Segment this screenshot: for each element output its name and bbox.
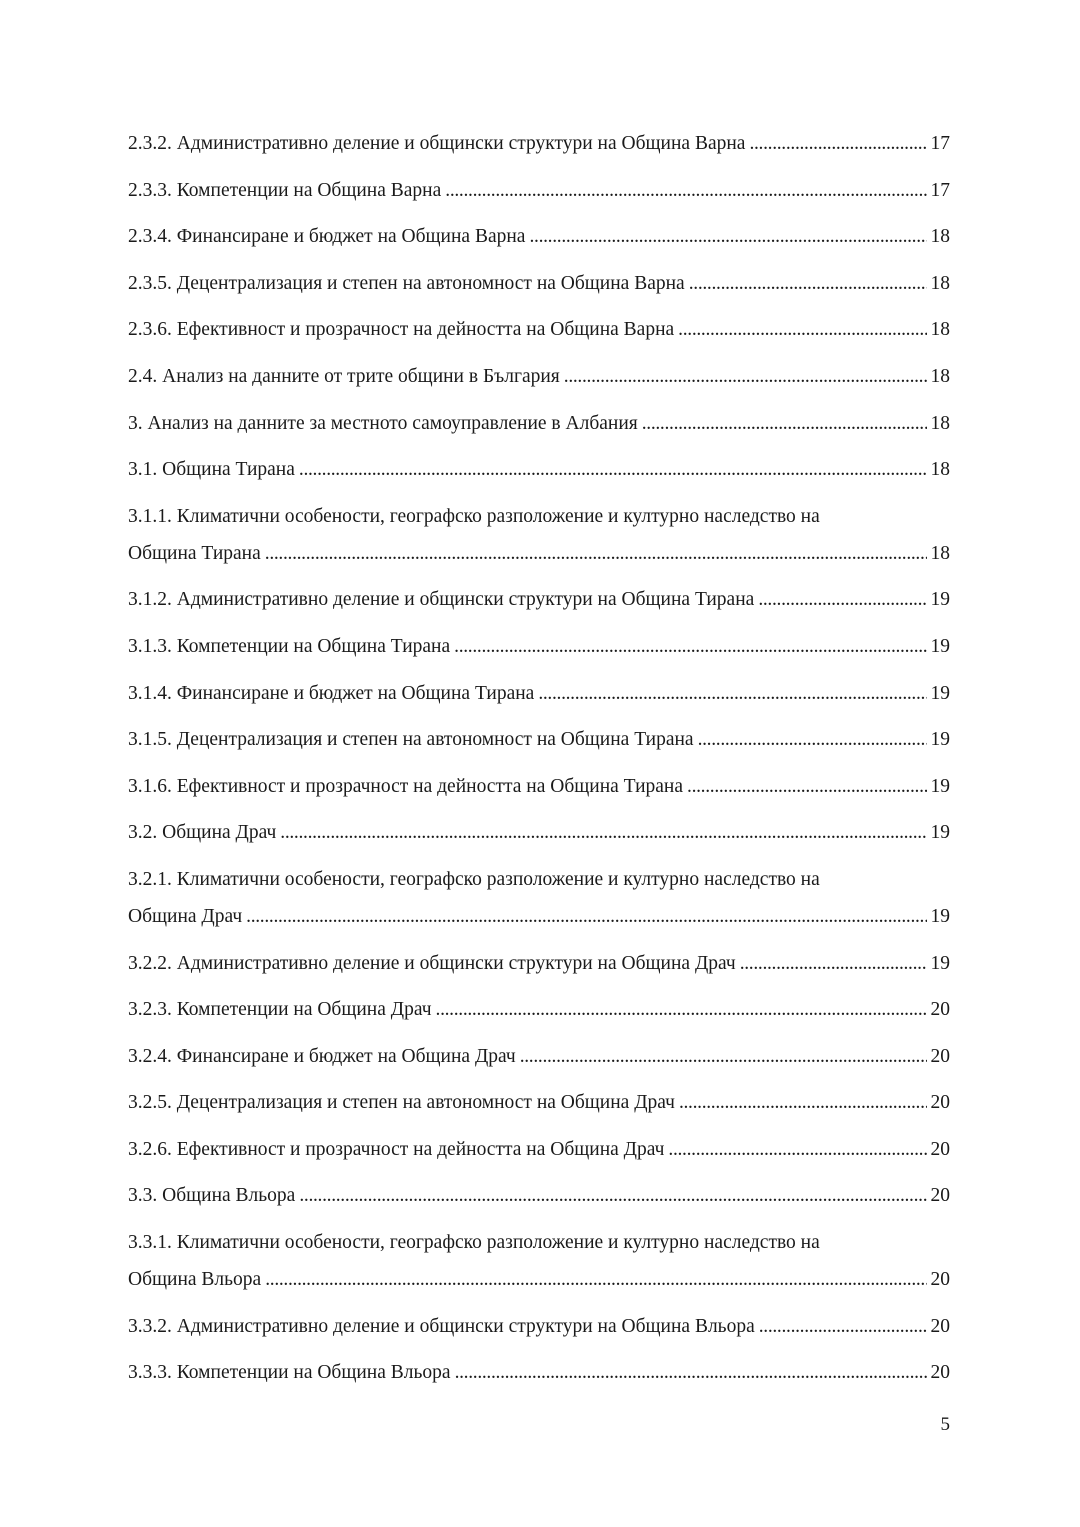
toc-entry-number: 3.3.3. xyxy=(128,1362,172,1384)
dot-leader xyxy=(529,218,926,255)
toc-entry-number: 2.3.2. xyxy=(128,133,172,154)
toc-entry-page: 20 xyxy=(930,1362,950,1384)
toc-entry-3-2[interactable] xyxy=(128,814,950,851)
toc-entry-3[interactable] xyxy=(128,405,950,442)
dot-leader xyxy=(740,945,927,982)
toc-entry-3-2-6[interactable] xyxy=(128,1131,950,1168)
table-of-contents xyxy=(128,125,950,1401)
toc-entry-page: 17 xyxy=(930,133,950,154)
toc-entry-page: 20 xyxy=(930,1185,950,1207)
toc-entry-3-3[interactable] xyxy=(128,1177,950,1214)
toc-entry-title: Административно деление и общински структури на Община Тирана xyxy=(176,589,755,611)
toc-entry-page: 18 xyxy=(930,226,950,248)
toc-entry-title: Административно деление и общински структури на Община Варна xyxy=(176,133,746,154)
dot-leader xyxy=(698,721,927,758)
toc-entry-number: 3.2.3. xyxy=(128,999,172,1021)
toc-entry-number: 3.1.4. xyxy=(128,682,172,704)
toc-entry-number: 3.2. xyxy=(128,822,158,844)
toc-entry-page: 19 xyxy=(930,775,950,797)
toc-entry-number: 2.4. xyxy=(128,365,158,387)
toc-entry-title: Компетенции на Община Вльора xyxy=(176,1362,451,1384)
toc-entry-number: 2.3.5. xyxy=(128,272,172,294)
toc-entry-3-3-1[interactable] xyxy=(128,1224,950,1298)
toc-entry-2-3-4[interactable] xyxy=(128,218,950,255)
toc-entry-3-1[interactable] xyxy=(128,451,950,488)
toc-entry-2-4[interactable] xyxy=(128,358,950,395)
toc-entry-number: 2.3.6. xyxy=(128,319,172,341)
toc-entry-number: 3. xyxy=(128,412,143,434)
dot-leader xyxy=(642,405,927,442)
toc-entry-number: 3.1.2. xyxy=(128,589,172,611)
toc-entry-page: 20 xyxy=(930,1045,950,1067)
toc-entry-title: Община Вльора xyxy=(162,1185,296,1207)
dot-leader xyxy=(668,1131,926,1168)
toc-entry-title: Финансиране и бюджет на Община Варна xyxy=(176,226,526,248)
toc-entry-3-1-5[interactable] xyxy=(128,721,950,758)
toc-entry-title: Община Тирана xyxy=(162,459,295,481)
dot-leader xyxy=(445,172,926,209)
toc-entry-title: Децентрализация и степен на автономност на Община Варна xyxy=(176,272,685,294)
page-number: 5 xyxy=(940,1414,950,1435)
dot-leader xyxy=(299,451,927,488)
toc-entry-3-1-1[interactable] xyxy=(128,498,950,572)
toc-entry-page: 20 xyxy=(930,999,950,1021)
dot-leader xyxy=(454,628,926,665)
toc-entry-number: 3.3. xyxy=(128,1185,158,1207)
toc-entry-number: 3.1. xyxy=(128,459,158,481)
toc-entry-title: Ефективност и прозрачност на дейността на Община Тирана xyxy=(176,775,684,797)
toc-entry-number: 3.2.4. xyxy=(128,1045,172,1067)
toc-entry-number: 3.1.6. xyxy=(128,775,172,797)
dot-leader xyxy=(679,1084,927,1121)
toc-entry-title-line2: Община Вльора xyxy=(128,1269,262,1291)
toc-entry-number: 3.3.2. xyxy=(128,1315,172,1337)
toc-entry-title: Компетенции на Община Драч xyxy=(176,999,432,1021)
toc-entry-3-3-3[interactable] xyxy=(128,1354,950,1391)
toc-entry-title: Анализ на данните от трите общини в България xyxy=(162,365,560,387)
dot-leader xyxy=(758,581,926,618)
dot-leader xyxy=(265,1261,926,1298)
toc-entry-page: 18 xyxy=(930,272,950,294)
dot-leader xyxy=(538,675,926,712)
dot-leader xyxy=(564,358,927,395)
toc-entry-3-1-6[interactable] xyxy=(128,768,950,805)
toc-entry-number: 2.3.4. xyxy=(128,226,172,248)
toc-entry-3-1-2[interactable] xyxy=(128,581,950,618)
toc-entry-page: 18 xyxy=(930,459,950,481)
toc-entry-title: Административно деление и общински структури на Община Драч xyxy=(176,952,736,974)
toc-entry-page: 19 xyxy=(930,822,950,844)
toc-entry-3-3-2[interactable] xyxy=(128,1308,950,1345)
dot-leader xyxy=(687,768,926,805)
toc-entry-page: 19 xyxy=(930,952,950,974)
toc-entry-page: 20 xyxy=(930,1092,950,1114)
toc-entry-title: Децентрализация и степен на автономност на Община Тирана xyxy=(176,729,694,751)
toc-entry-number: 3.2.6. xyxy=(128,1138,172,1160)
toc-entry-title: Анализ на данните за местното самоуправление в Албания xyxy=(147,412,638,434)
dot-leader xyxy=(436,991,927,1028)
dot-leader xyxy=(299,1177,926,1214)
toc-entry-title: Компетенции на Община Тирана xyxy=(176,635,451,657)
toc-entry-2-3-6[interactable] xyxy=(128,311,950,348)
toc-entry-page: 19 xyxy=(930,635,950,657)
toc-entry-page: 20 xyxy=(930,1315,950,1337)
toc-entry-number: 3.1.5. xyxy=(128,729,172,751)
toc-entry-page: 18 xyxy=(930,542,950,564)
dot-leader xyxy=(749,125,926,162)
toc-entry-title: Община Драч xyxy=(162,822,277,844)
toc-entry-3-1-3[interactable] xyxy=(128,628,950,665)
toc-entry-3-2-3[interactable] xyxy=(128,991,950,1028)
toc-entry-title: Ефективност и прозрачност на дейността на Община Варна xyxy=(176,319,675,341)
toc-entry-page: 20 xyxy=(930,1138,950,1160)
dot-leader xyxy=(759,1308,927,1345)
toc-entry-title: Административно деление и общински структури на Община Вльора xyxy=(176,1315,755,1337)
toc-entry-number: 3.2.2. xyxy=(128,952,172,974)
toc-entry-title-line2: Община Тирана xyxy=(128,542,261,564)
toc-entry-2-3-2[interactable] xyxy=(128,125,950,162)
toc-entry-number: 3.2.1. xyxy=(128,868,172,890)
toc-entry-number: 3.1.1. xyxy=(128,505,172,527)
toc-entry-page: 17 xyxy=(930,179,950,201)
dot-leader xyxy=(265,535,927,572)
toc-entry-page: 18 xyxy=(930,365,950,387)
toc-entry-title-line1: Климатични особености, географско разположение и културно наследство на xyxy=(176,1232,820,1254)
toc-entry-3-2-1[interactable] xyxy=(128,861,950,935)
dot-leader xyxy=(246,898,926,935)
toc-entry-title: Ефективност и прозрачност на дейността на Община Драч xyxy=(176,1138,665,1160)
toc-entry-title: Децентрализация и степен на автономност на Община Драч xyxy=(176,1092,675,1114)
toc-entry-title: Финансиране и бюджет на Община Тирана xyxy=(176,682,535,704)
toc-entry-title: Компетенции на Община Варна xyxy=(176,179,442,201)
toc-entry-title: Финансиране и бюджет на Община Драч xyxy=(176,1045,516,1067)
toc-entry-3-1-4[interactable] xyxy=(128,675,950,712)
toc-entry-number: 3.3.1. xyxy=(128,1232,172,1254)
dot-leader xyxy=(455,1354,927,1391)
toc-entry-page: 19 xyxy=(930,589,950,611)
toc-entry-page: 20 xyxy=(930,1269,950,1291)
toc-entry-title-line1: Климатични особености, географско разположение и културно наследство на xyxy=(176,868,820,890)
toc-entry-page: 19 xyxy=(930,905,950,927)
toc-entry-page: 19 xyxy=(930,729,950,751)
toc-entry-3-2-2[interactable] xyxy=(128,945,950,982)
toc-entry-2-3-3[interactable] xyxy=(128,172,950,209)
toc-entry-page: 18 xyxy=(930,412,950,434)
toc-entry-number: 3.1.3. xyxy=(128,635,172,657)
toc-entry-title-line2: Община Драч xyxy=(128,905,243,927)
toc-entry-number: 2.3.3. xyxy=(128,179,172,201)
dot-leader xyxy=(678,311,926,348)
dot-leader xyxy=(689,265,927,302)
toc-entry-page: 19 xyxy=(930,682,950,704)
toc-entry-3-2-5[interactable] xyxy=(128,1084,950,1121)
toc-entry-2-3-5[interactable] xyxy=(128,265,950,302)
dot-leader xyxy=(280,814,926,851)
dot-leader xyxy=(520,1038,927,1075)
toc-entry-number: 3.2.5. xyxy=(128,1092,172,1114)
toc-entry-3-2-4[interactable] xyxy=(128,1038,950,1075)
toc-entry-page: 18 xyxy=(930,319,950,341)
toc-entry-title-line1: Климатични особености, географско разположение и културно наследство на xyxy=(176,505,820,527)
